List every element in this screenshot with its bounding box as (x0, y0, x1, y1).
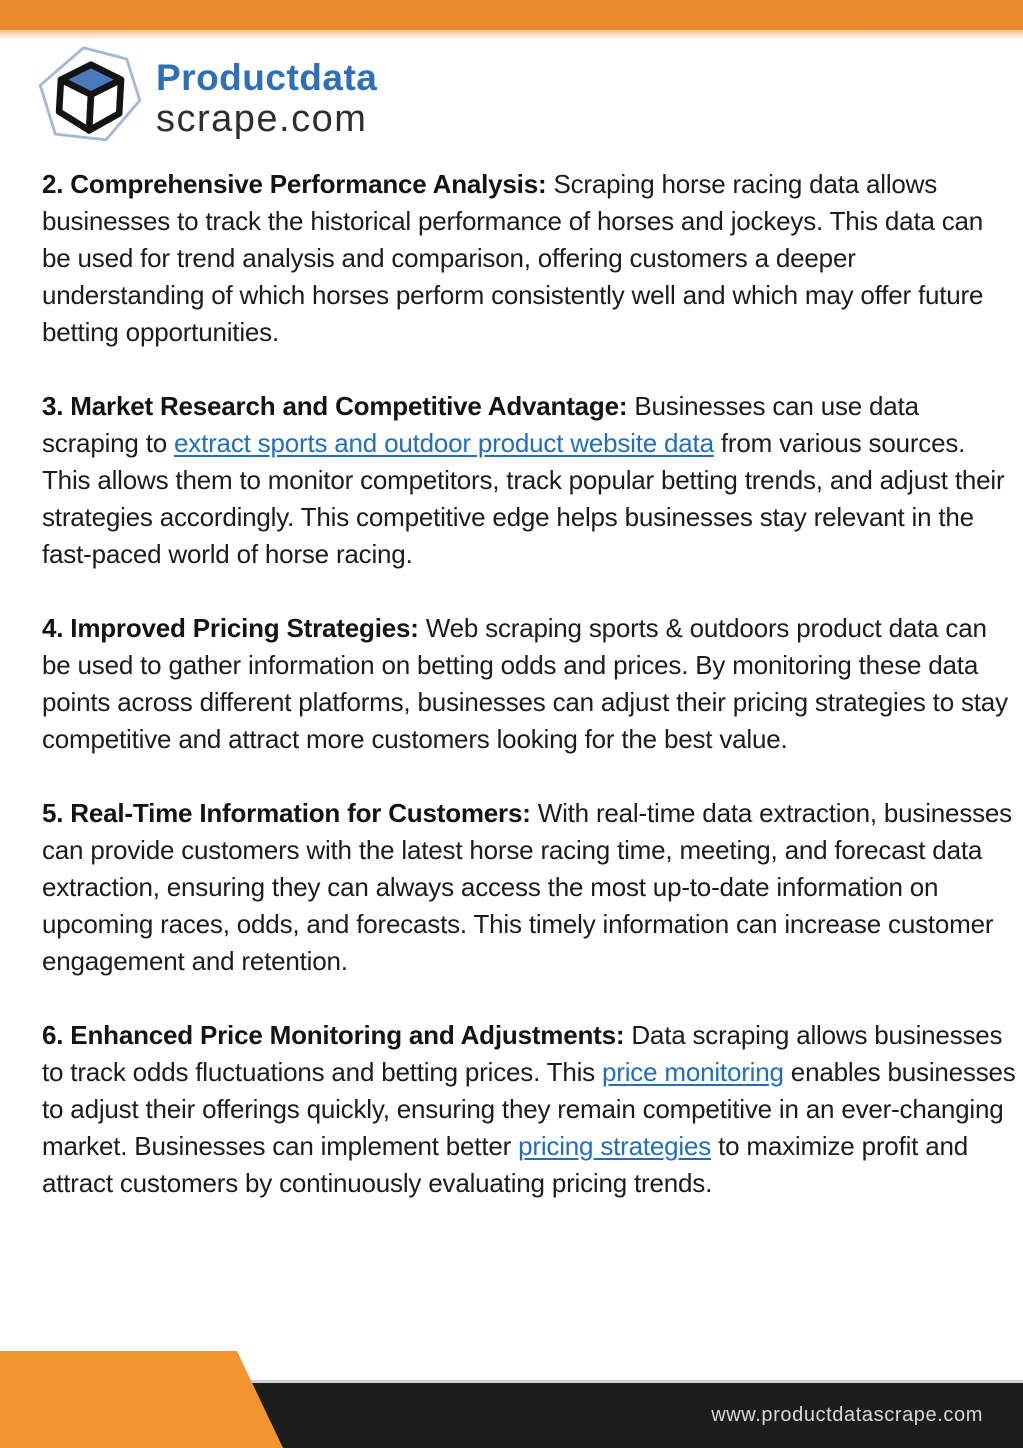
brand-logo (34, 44, 377, 152)
paragraph-6-price-monitoring (42, 1017, 1016, 1202)
link-pricing-strategies[interactable]: pricing strategies (518, 1131, 712, 1161)
paragraph-6-text-3: to maximize profit and attract customers by continuously evaluating pricing trends. (42, 1131, 968, 1198)
paragraph-4-text: Web scraping sports & outdoors product data can be used to gather information on betting odds and prices. By monitoring these data points across different platforms, businesses can adjust their pricing strategies to stay competitive and attract more customers looking for the best value. (42, 613, 1008, 754)
paragraph-5-text: With real-time data extraction, businesses can provide customers with the latest horse racing time, meeting, and forecast data extraction, ensuring they can always access the most up-to-date information on upcoming races, odds, and forecasts. This timely information can increase customer engagement and retention. (42, 798, 1012, 976)
paragraph-5-heading: 5. Real-Time Information for Customers: (42, 798, 531, 828)
paragraph-2-heading: 2. Comprehensive Performance Analysis: (42, 169, 547, 199)
paragraph-4-pricing-strategies (42, 610, 1016, 758)
link-extract-sports-outdoor-data[interactable]: extract sports and outdoor product website data (174, 428, 714, 458)
footer-orange-shape (0, 1351, 290, 1448)
paragraph-6-text-2: enables businesses to adjust their offerings quickly, ensuring they remain competitive in an ever-changing market. Businesses can implement better (42, 1057, 1016, 1161)
link-price-monitoring[interactable]: price monitoring (602, 1057, 784, 1087)
top-accent-bar (0, 0, 1023, 30)
paragraph-2-text: Scraping horse racing data allows businesses to track the historical performance of horses and jockeys. This data can be used for trend analysis and comparison, offering customers a deeper understanding of which horses perform consistently well and which may offer future betting opportunities. (42, 169, 984, 347)
paragraph-2-performance-analysis (42, 166, 1016, 351)
paragraph-6-text-1: Data scraping allows businesses to track odds fluctuations and betting prices. This (42, 1020, 1003, 1087)
footer-website-url: www.productdatascrape.com (711, 1404, 983, 1426)
top-accent-bar-fade (0, 30, 1023, 40)
brand-wordmark (156, 56, 378, 140)
cube-hexagon-icon (34, 44, 148, 152)
paragraph-6-heading: 6. Enhanced Price Monitoring and Adjustments: (42, 1020, 625, 1050)
body-text-block (42, 166, 1016, 1239)
brand-name-top: Productdata (156, 56, 378, 98)
paragraph-5-real-time-info (42, 795, 1016, 980)
paragraph-3-heading: 3. Market Research and Competitive Advantage: (42, 391, 628, 421)
paragraph-3-text-1: Businesses can use data scraping to (42, 391, 919, 458)
paragraph-3-text-2: from various sources. This allows them to monitor competitors, track popular betting trends, and adjust their strategies accordingly. This competitive edge helps businesses stay relevant in the fast-paced world of horse racing. (42, 428, 1005, 569)
brand-name-bottom: scrape.com (156, 97, 368, 140)
paragraph-4-heading: 4. Improved Pricing Strategies: (42, 613, 419, 643)
paragraph-3-market-research (42, 388, 1016, 573)
